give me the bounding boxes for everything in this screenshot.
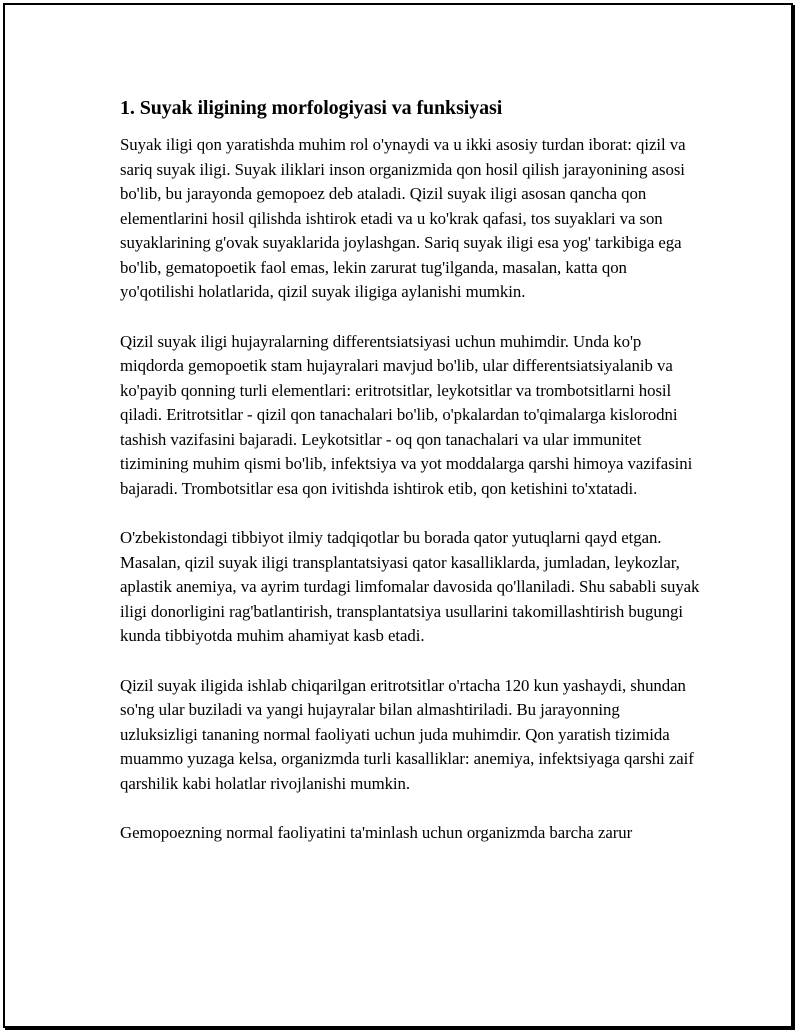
document-page bbox=[3, 3, 793, 1028]
paragraph-4: Qizil suyak iligida ishlab chiqarilgan eritrotsitlar o'rtacha 120 kun yashaydi, shundan so'ng ular buziladi va yangi hujayralar bilan almashtiriladi. Bu jarayonning uzluksizligi tananing normal faoliyati uchun juda muhimdir. Qon yaratish tizimida muammo yuzaga kelsa, organizmda turli kasalliklar: anemiya, infektsiyaga qarshi zaif qarshilik kabi holatlar rivojlanishi mumkin. bbox=[120, 675, 694, 793]
paragraph-2: Qizil suyak iligi hujayralarning differentsiatsiyasi uchun muhimdir. Unda ko'p miqdorda gemopoetik stam hujayralari mavjud bo'lib, ular differentsiatsiyalanib va ko'payib qonning turli elementlari: eritrotsitlar, leykotsitlar va trombotsitlarni hosil qiladi. Eritrotsitlar - qizil qon tanachalari bo'lib, o'pkalardan to'qimalarga kislorodni tashish vazifasini bajaradi. Leykotsitlar - oq qon tanachalari va ular immunitet tizimining muhim qismi bo'lib, infektsiya va yot moddalarga qarshi himoya vazifasini bajaradi. Trombotsitlar esa qon ivitishda ishtirok etib, qon ketishini to'xtatadi. bbox=[120, 331, 693, 498]
document-body bbox=[120, 95, 700, 871]
paragraph-5: Gemopoezning normal faoliyatini ta'minlash uchun organizmda barcha zarur bbox=[120, 823, 633, 842]
paragraph-1: Suyak iligi qon yaratishda muhim rol o'ynaydi va u ikki asosiy turdan iborat: qizil va sariq suyak iligi. Suyak iliklari inson organizmida qon hosil qilish jarayonining asosi bo'lib, bu jarayonda gemopoez deb ataladi. Qizil suyak iligi asosan qancha qon elementlarini hosil qilishda ishtirok etadi va u ko'krak qafasi, tos suyaklari va son suyaklarining g'ovak suyaklarida joylashgan. Sariq suyak iligi esa yog' tarkibiga ega bo'lib, gematopoetik faol emas, lekin zarurat tug'ilganda, masalan, katta qon yo'qotilishi holatlarida, qizil suyak iligiga aylanishi mumkin. bbox=[120, 135, 686, 301]
paragraph-3: O'zbekistondagi tibbiyot ilmiy tadqiqotlar bu borada qator yutuqlarni qayd etgan. Masalan, qizil suyak iligi transplantatsiyasi qator kasalliklarda, jumladan, leykozlar, aplastik anemiya, va ayrim turdagi limfomalar davosida qo'llaniladi. Shu sababli suyak iligi donorligini rag'batlantirish, transplantatsiya usullarini takomillashtirish bugungi kunda tibbiyotda muhim ahamiyat kasb etadi. bbox=[120, 528, 700, 645]
section-heading: 1. Suyak iligining morfologiyasi va funksiyasi bbox=[120, 97, 503, 119]
